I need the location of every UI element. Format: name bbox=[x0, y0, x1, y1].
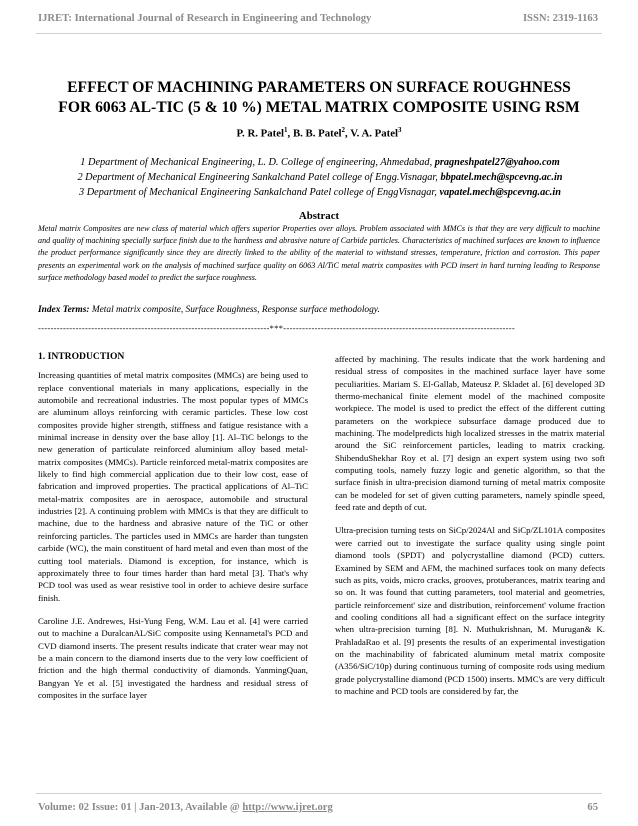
abstract-heading: Abstract bbox=[298, 210, 340, 222]
header-rule bbox=[36, 33, 602, 34]
index-terms bbox=[38, 305, 600, 315]
intro-paragraph-1: Increasing quantities of metal matrix composites (MMCs) are being used to replace conventional materials in many applications, especially in the automobile and recreational industries. The most popular types of MMCs are aluminum alloys reinforcing with ceramic particles. These low cost composites provide higher strength, stiffness and fatigue resistance with a minimal increase in density over the base alloy [1]. Al–TiC belongs to the new generation of particulate reinforced aluminium alloy based metal-matrix composites (MMCs). Particle reinforced metal-matrix composites are likely to find high commercial application due to their low cost, ease of fabrication and improved properties. The practical applications of Al–TiC metal-matrix composites are in aerospace, automobile and structural industries [2]. A continuing problem with MMCs is that they are difficult to machine, due to the hardness and abrasive nature of the TiC or other reinforcing particles. The particles used in MMCs are harder than tungsten carbide (WC), the main constituent of hard metal and even than most of the cutting tool materials. Diamond is exception, for instance, which is approximately three to four times harder than hard metal [3]. That's why PCD tool was used as wear resistive tool in order to achieve desire surface finish. bbox=[38, 370, 308, 603]
affiliation-2-text: 2 Department of Mechanical Engineering Sankalchand Patel college of Engg.Visnagar, bbox=[77, 172, 441, 184]
journal-link[interactable]: http://www.ijret.org bbox=[242, 802, 333, 813]
intro-paragraph-4: Ultra-precision turning tests on SiCp/2024Al and SiCp/ZL101A composites were carried out to investigate the surface quality using single point diamond tools (SPDT) and polycrystalline diamond (PCD) cutters. Examined by SEM and AFM, the machined surfaces took on many defects such as pits, voids, micro cracks, grooves, protuberances, matrix tearing and so on. It was found that cutting parameters, tool material and geometries, particle reinforcement' size and distribution, reinforcement' volume fraction and cooling conditions all had a significant effect on the surface integrity when ultra-precision turning [8]. N. Muthukrishnan, M. Murugan& K. PrahladaRao et al. [9] presents the results of an experimental investigation on the machinability of fabricated aluminum metal matrix composite (A356/SiC/10p) during continuous turning of composite rods using medium grade polycrystalline diamond (PCD 1500) inserts. MMC's are very difficult to machine and PCD tools are considered by far, the bbox=[335, 525, 605, 696]
author-list: P. R. Patel$^1$, B. B. Patel$^2$, V. A. Patel$^3$ bbox=[236, 126, 402, 140]
running-footer bbox=[38, 802, 598, 813]
affiliation-1 bbox=[30, 155, 610, 170]
journal-name: IJRET: International Journal of Research in Engineering and Technology bbox=[38, 13, 372, 24]
affiliations bbox=[30, 155, 610, 201]
footer-volume-info bbox=[38, 802, 333, 813]
section-separator: --------------------------------------------------------------------------***-------------------------------------------------------------------------- bbox=[38, 323, 515, 333]
paper-title bbox=[32, 78, 606, 118]
affiliation-3 bbox=[30, 185, 610, 200]
affiliation-1-text: 1 Department of Mechanical Engineering, L. D. College of engineering, Ahmedabad, bbox=[80, 157, 435, 168]
issn: ISSN: 2319-1163 bbox=[522, 13, 598, 24]
page-number: 65 bbox=[587, 802, 598, 813]
author-2: B. B. Patel bbox=[292, 127, 342, 140]
affiliation-3-email[interactable]: vapatel.mech@spcevng.ac.in bbox=[439, 187, 561, 199]
affiliation-2-email[interactable]: bbpatel.mech@spcevng.ac.in bbox=[440, 172, 563, 184]
abstract-body: Metal matrix Composites are new class of material which offers superior Properties over alloys. Problem associated with MMCs is that they are very difficult to machine and quality of machining specially surface finish due to the hardness and abrasive nature of Carbide particles. Characteristics of machined surfaces are known to influence the product performance significantly since they are directly linked to the ability of the material to withstand stresses, temperature, friction and corrosion. This paper presents an experimental work on the analysis of machined surface quality on 6063 Al/TiC metal matrix composites with PCD insert in hard turning leading to Response surface methodology based model to predict the surface roughness. bbox=[38, 224, 600, 282]
affiliation-2 bbox=[30, 170, 610, 185]
affiliation-3-text: 3 Department of Mechanical Engineering Sankalchand Patel college of EnggVisnagar, bbox=[79, 187, 440, 199]
index-terms-label: Index Terms: bbox=[38, 305, 90, 315]
affiliation-1-email[interactable]: pragneshpatel27@yahoo.com bbox=[434, 157, 560, 168]
author-1: P. R. Patel bbox=[236, 127, 285, 140]
author-2-mark: 2 bbox=[341, 126, 346, 134]
author-3-mark: 3 bbox=[398, 126, 402, 134]
index-terms-text: Metal matrix composite, Surface Roughness, Response surface methodology. bbox=[89, 305, 380, 315]
section-heading: 1. INTRODUCTION bbox=[38, 351, 125, 362]
title-line-2: FOR 6063 AL-TIC (5 & 10 %) METAL MATRIX COMPOSITE USING RSM bbox=[58, 99, 580, 116]
intro-paragraph-2: Caroline J.E. Andrewes, Hsi-Yung Feng, W.M. Lau et al. [4] were carried out to machine a DuralcanAL/SiC composite using Kennametal's PCD and CVD diamond inserts. The present results indicate that crater wear may not be a main concern to the diamond inserts due to the very low coefficient of friction and the high thermal conductivity of diamonds. YanmingQuan, Bangyan Ye et al. [5] investigated the hardness and residual stress of composites in the surface layer bbox=[38, 615, 308, 700]
author-1-mark: 1 bbox=[284, 126, 288, 134]
title-line-1: EFFECT OF MACHINING PARAMETERS ON SURFACE ROUGHNESS bbox=[67, 79, 571, 96]
right-column bbox=[335, 353, 605, 708]
footer-rule bbox=[36, 793, 602, 794]
footer-volume-text: Volume: 02 Issue: 01 | Jan-2013, Available @ bbox=[38, 802, 243, 813]
author-3: V. A. Patel bbox=[350, 127, 399, 140]
left-column bbox=[38, 351, 308, 712]
intro-paragraph-3: affected by machining. The results indicate that the work hardening and residual stress of composites in the machined surface layer have some peculiarities. Mariam S. El-Gallab, Mateusz P. Skladet al. [6] developed 3D thermo-mechanical finite element model of the machined composite workpiece. The model is used to predict the effect of the different cutting parameters on the workpiece subsurface damage produced due to machining. The modelpredicts high localized stresses in the matrix material around the SiC reinforcement particles, leading to matrix cracking. ShibenduShekhar Roy et al. [7] design an expert system using two soft computing tools, namely fuzzy logic and genetic algorithm, so that the surface finish in ultra-precision diamond turning of metal matrix composite can be modeled for set of given cutting parameters, namely spindle speed, feed rate and depth of cut. bbox=[335, 354, 605, 513]
running-header bbox=[38, 13, 598, 24]
